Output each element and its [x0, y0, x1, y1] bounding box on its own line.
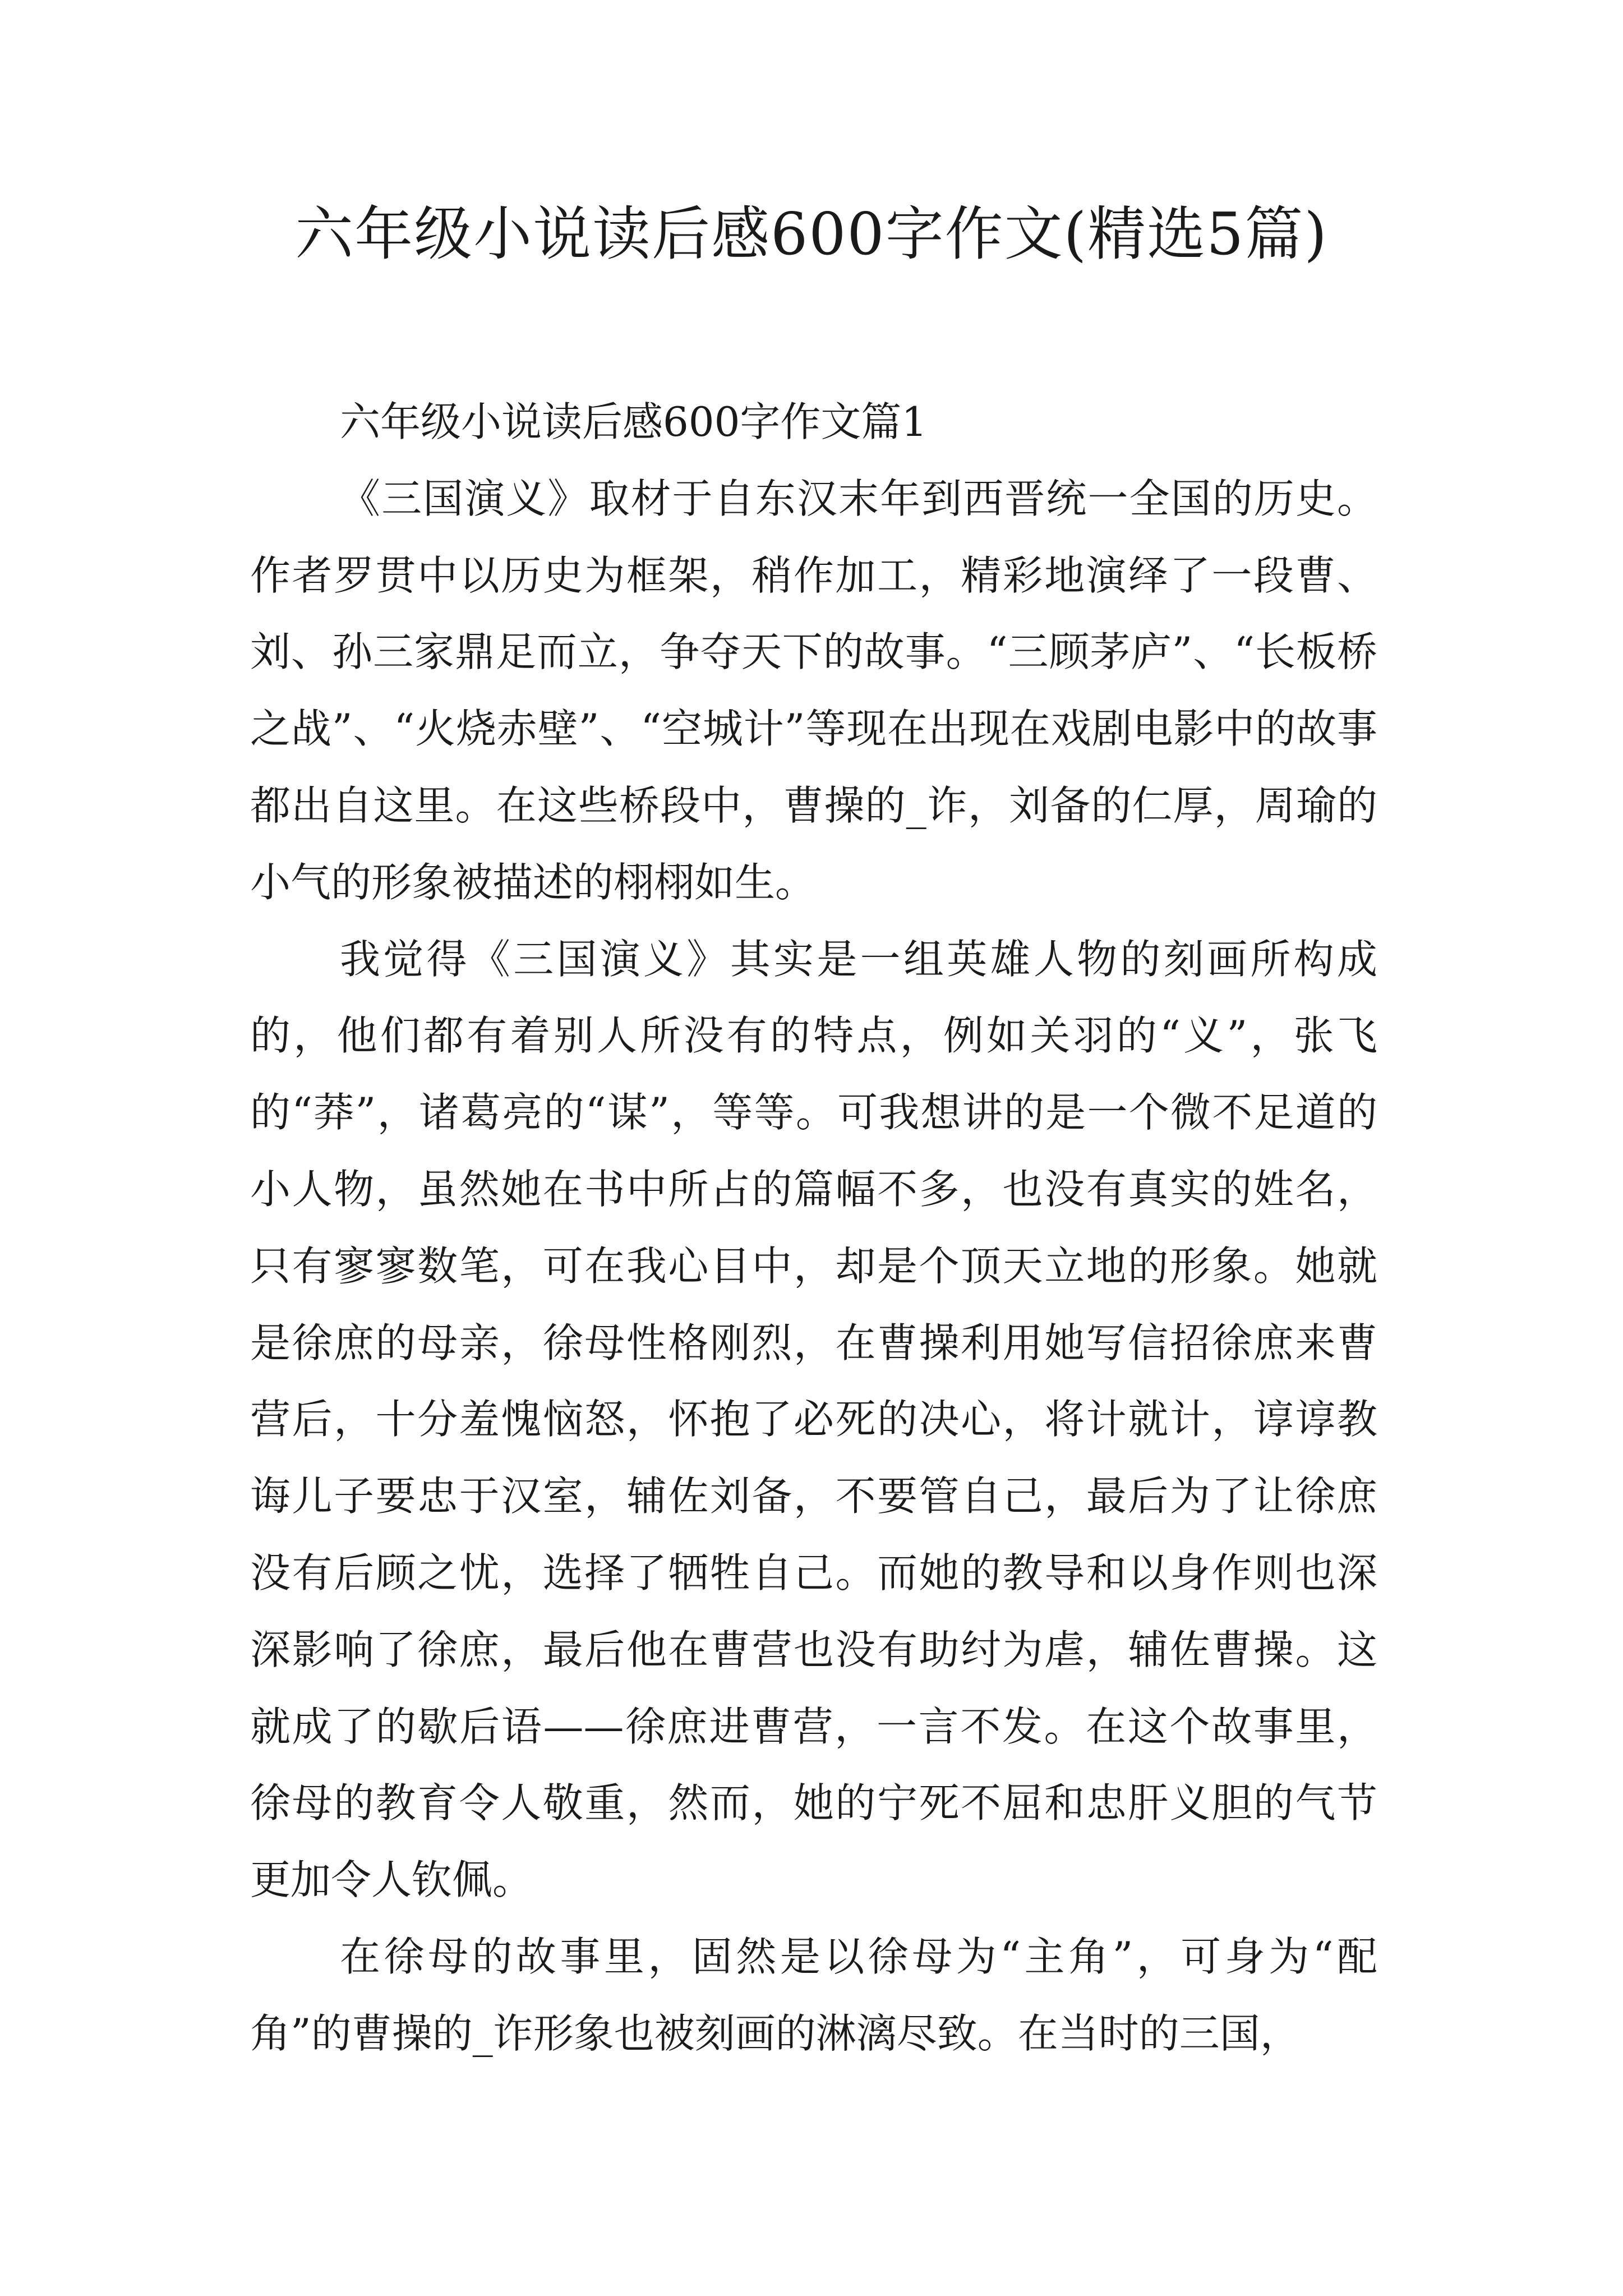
document-body [250, 384, 1377, 2072]
section-heading: 六年级小说读后感600字作文篇1 [340, 398, 928, 445]
paragraph: 我觉得《三国演义》其实是一组英雄人物的刻画所构成的，他们都有着别人所没有的特点，例如关羽的“义”，张飞的“莽”，诸葛亮的“谋”，等等。可我想讲的是一个微不足道的小人物，虽然她在书中所占的篇幅不多，也没有真实的姓名，只有寥寥数笔，可在我心目中，却是个顶天立地的形象。她就是徐庶的母亲，徐母性格刚烈，在曹操利用她写信招徐庶来曹营后，十分羞愧恼怒，怀抱了必死的决心，将计就计，谆谆教诲儿子要忠于汉室，辅佐刘备，不要管自己，最后为了让徐庶没有后顾之忧，选择了牺牲自己。而她的教导和以身作则也深深影响了徐庶，最后他在曹营也没有助纣为虐，辅佐曹操。这就成了的歇后语——徐庶进曹营，一言不发。在这个故事里，徐母的教育令人敬重，然而，她的宁死不屈和忠肝义胆的气节更加令人钦佩。 [250, 935, 1377, 1904]
document-title: 六年级小说读后感600字作文(精选5篇) [295, 200, 1328, 268]
paragraph: 《三国演义》取材于自东汉末年到西晋统一全国的历史。作者罗贯中以历史为框架，稍作加工，精彩地演绎了一段曹、刘、孙三家鼎足而立，争夺天下的故事。“三顾茅庐”、“长板桥之战”、“火烧赤壁”、“空城计”等现在出现在戏剧电影中的故事都出自这里。在这些桥段中，曹操的_诈，刘备的仁厚，周瑜的小气的形象被描述的栩栩如生。 [250, 475, 1377, 906]
paragraph: 在徐母的故事里，固然是以徐母为“主角”，可身为“配角”的曹操的_诈形象也被刻画的淋漓尽致。在当时的三国， [250, 1932, 1377, 2057]
